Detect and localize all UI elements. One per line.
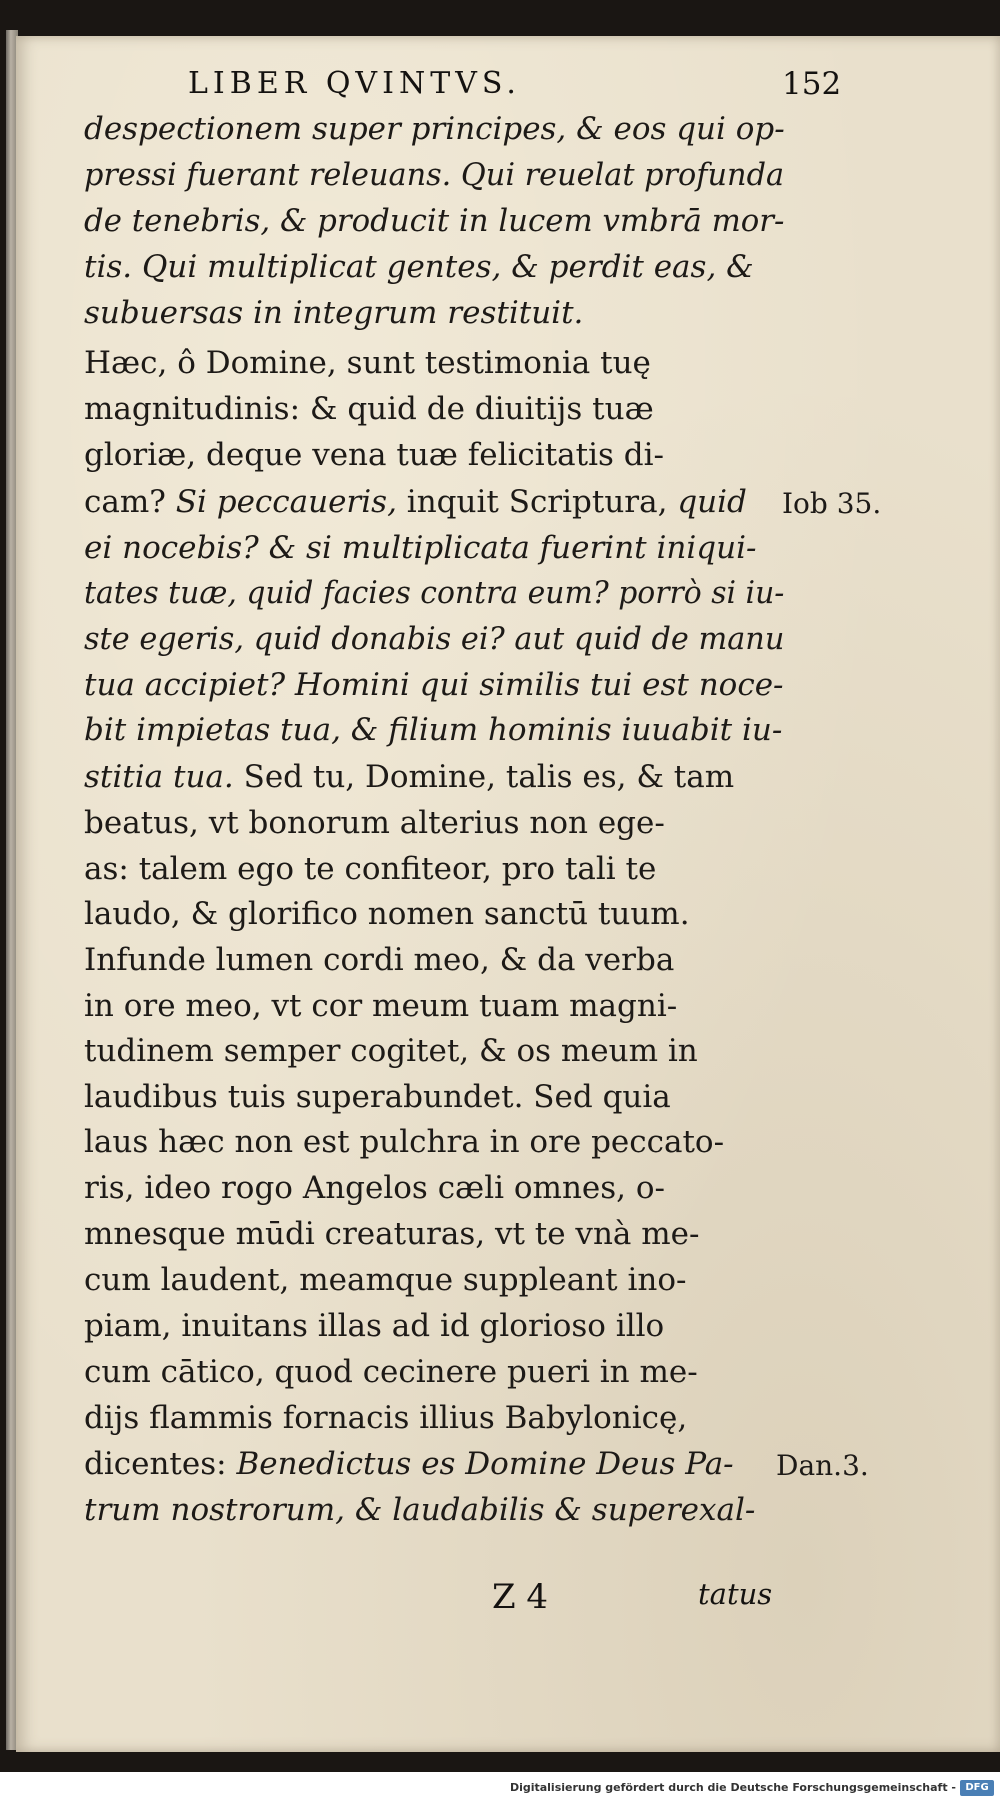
- signature-mark: Z 4: [492, 1577, 549, 1617]
- text-line: [84, 249, 754, 285]
- text-run: stitia tua.: [84, 759, 234, 795]
- margin-note: Dan.3.: [776, 1449, 869, 1482]
- text-line: [84, 1216, 700, 1252]
- text-line: [84, 667, 784, 703]
- text-line: [84, 391, 654, 427]
- text-run: dicentes:: [84, 1446, 237, 1482]
- text-line: [84, 805, 665, 841]
- margin-note: Iob 35.: [782, 487, 882, 520]
- text-run: de tenebris, & producit in lucem vmbrā mor-: [84, 203, 785, 239]
- text-run: bit impietas tua, & filium hominis iuuabit iu-: [84, 712, 783, 748]
- dfg-logo: DFG: [960, 1780, 994, 1796]
- text-line: [84, 1170, 666, 1206]
- text-run: Si peccaueris,: [175, 484, 397, 520]
- text-run: laudibus tuis superabundet. Sed quia: [84, 1079, 671, 1115]
- text-line: [84, 575, 785, 611]
- running-title: LIBER QVINTVS.: [188, 66, 521, 101]
- text-line: [84, 621, 785, 657]
- text-line: [84, 484, 747, 520]
- text-run: tudinem semper cogitet, & os meum in: [84, 1033, 698, 1069]
- text-line: [84, 111, 785, 147]
- digitization-credit: Digitalisierung gefördert durch die Deutsche Forschungsgemeinschaft -: [509, 1781, 956, 1794]
- text-run: tates tuæ, quid facies contra eum? porrò si iu-: [84, 575, 785, 611]
- text-run: mnesque mūdi creaturas, vt te vnà me-: [84, 1216, 700, 1252]
- text-run: piam, inuitans illas ad id glorioso illo: [84, 1308, 665, 1344]
- text-run: laus hæc non est pulchra in ore peccato-: [84, 1124, 725, 1160]
- text-line: [84, 988, 678, 1024]
- text-run: quid: [677, 484, 747, 520]
- text-line: [84, 295, 584, 331]
- text-run: tis. Qui multiplicat gentes, & perdit eas, &: [84, 249, 754, 285]
- text-line: [84, 1308, 665, 1344]
- text-run: inquit Scriptura,: [396, 484, 678, 520]
- text-run: Benedictus es Domine Deus Pa-: [236, 1446, 734, 1482]
- text-run: pressi fuerant releuans. Qui reuelat profunda: [84, 157, 785, 193]
- text-line: [84, 1400, 688, 1436]
- text-run: tua accipiet? Homini qui similis tui est noce-: [84, 667, 784, 703]
- text-run: in ore meo, vt cor meum tuam magni-: [84, 988, 678, 1024]
- text-line: [84, 851, 657, 887]
- text-run: trum nostrorum, & laudabilis & superexal-: [84, 1492, 756, 1528]
- text-line: [84, 1446, 734, 1482]
- text-line: [84, 1124, 725, 1160]
- folio-number: 152: [782, 66, 842, 102]
- text-run: despectionem super principes, & eos qui op-: [84, 111, 785, 147]
- text-line: [84, 157, 785, 193]
- text-line: [84, 1033, 698, 1069]
- text-run: as: talem ego te confiteor, pro tali te: [84, 851, 657, 887]
- text-run: ste egeris, quid donabis ei? aut quid de manu: [84, 621, 785, 657]
- text-run: dijs flammis fornacis illius Babylonicę,: [84, 1400, 688, 1436]
- text-line: [84, 1354, 698, 1390]
- text-run: Infunde lumen cordi meo, & da verba: [84, 942, 675, 978]
- text-line: [84, 759, 735, 795]
- text-run: cum laudent, meamque suppleant ino-: [84, 1262, 687, 1298]
- text-line: [84, 437, 665, 473]
- text-run: laudo, & glorifico nomen sanctū tuum.: [84, 896, 690, 932]
- text-line: [84, 1262, 687, 1298]
- text-run: Hæc, ô Domine, sunt testimonia tuę: [84, 345, 651, 381]
- text-line: [84, 530, 757, 566]
- text-run: Sed tu, Domine, talis es, & tam: [233, 759, 735, 795]
- text-run: cam?: [84, 484, 176, 520]
- text-line: [84, 942, 675, 978]
- text-line: [84, 1492, 756, 1528]
- catchword: tatus: [698, 1577, 773, 1611]
- text-line: [84, 712, 783, 748]
- text-line: [84, 1079, 671, 1115]
- text-line: [84, 896, 690, 932]
- text-run: magnitudinis: & quid de diuitijs tuæ: [84, 391, 654, 427]
- text-run: beatus, vt bonorum alterius non ege-: [84, 805, 665, 841]
- text-run: subuersas in integrum restituit.: [84, 295, 584, 331]
- text-run: cum cātico, quod cecinere pueri in me-: [84, 1354, 698, 1390]
- text-line: [84, 345, 651, 381]
- text-run: gloriæ, deque vena tuæ felicitatis di-: [84, 437, 665, 473]
- text-run: ei nocebis? & si multiplicata fuerint iniqui-: [84, 530, 757, 566]
- text-run: ris, ideo rogo Angelos cæli omnes, o-: [84, 1170, 666, 1206]
- text-line: [84, 203, 785, 239]
